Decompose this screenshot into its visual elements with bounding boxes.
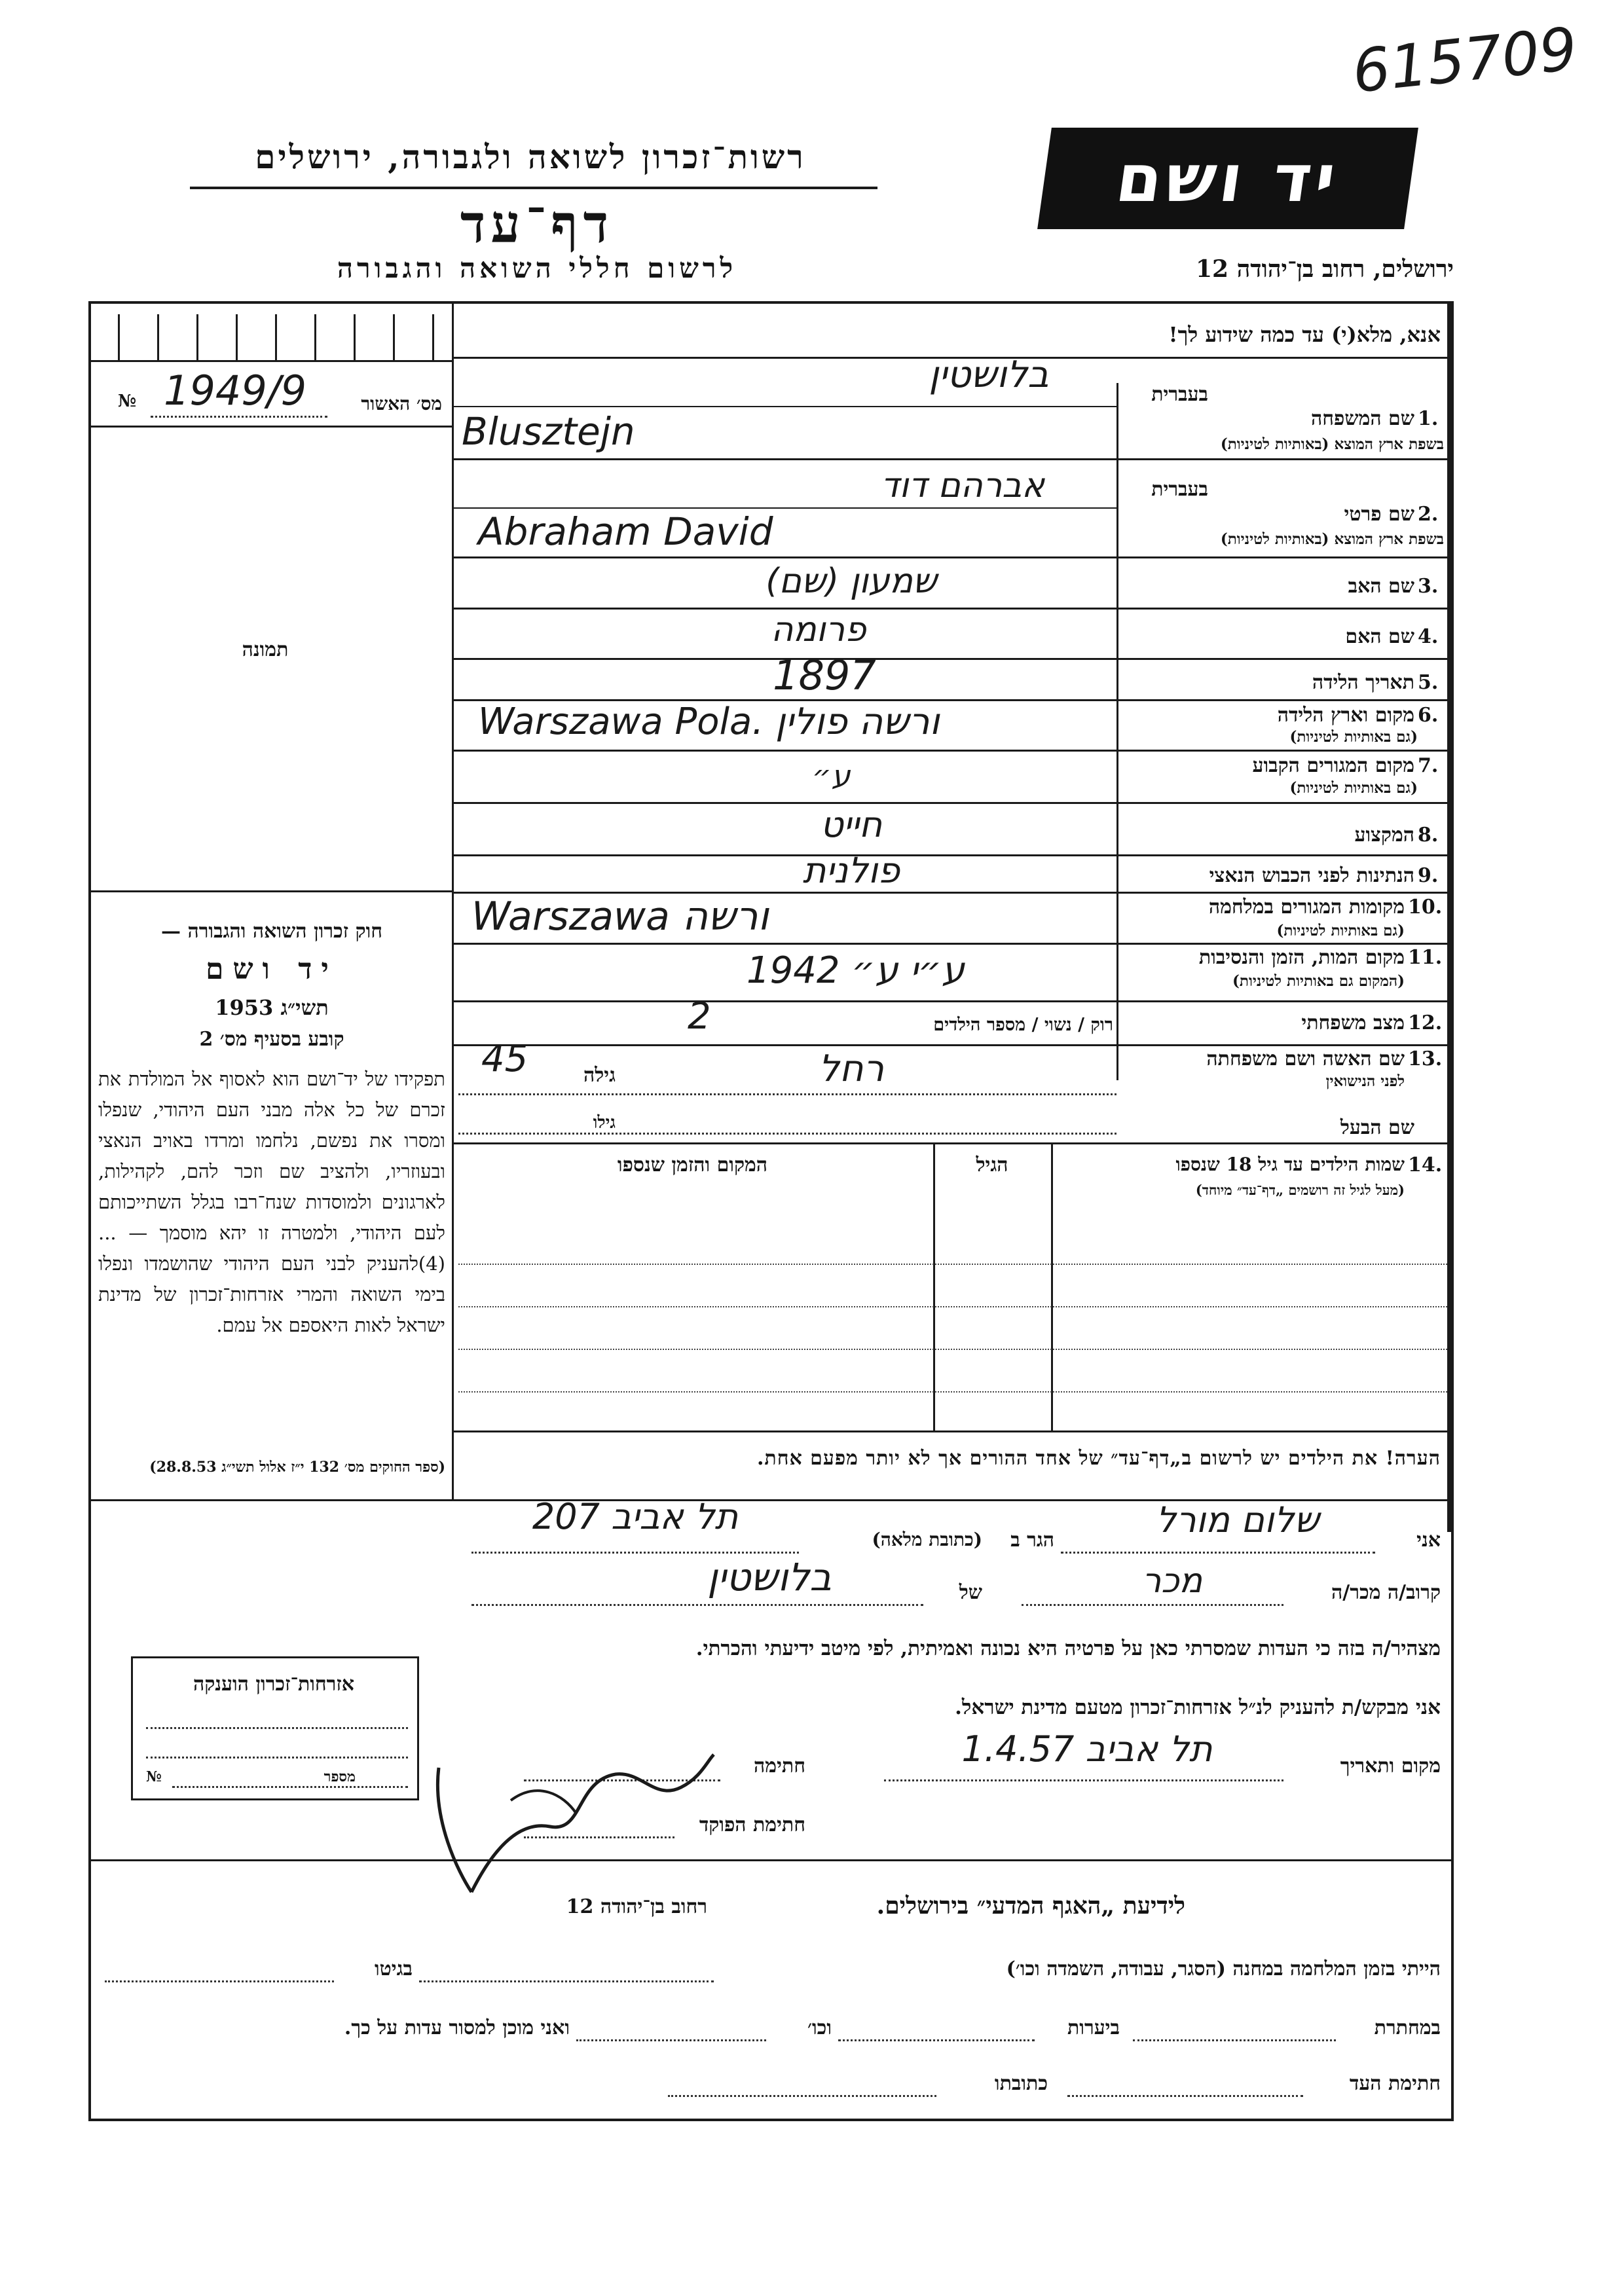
field-13-number: 13. xyxy=(1408,1048,1443,1070)
law-title: חוק זכרון השואה והגבורה — xyxy=(161,920,382,943)
field-1-label: שם המשפחה xyxy=(1310,407,1414,430)
official-signature-scribble xyxy=(419,1741,720,1912)
ready-to-testify: ואני מוכן למסור עדות על כך. xyxy=(344,2016,570,2039)
field-10-label: מקומות המגורים במלחמה xyxy=(1208,896,1405,919)
field-5-number: 5. xyxy=(1418,671,1439,694)
field-1-hebrew-tag: בעברית xyxy=(1151,383,1208,406)
field-9-value: פולנית xyxy=(802,850,900,891)
field-2-label: שם פרטי xyxy=(1344,503,1414,526)
field-10-sub: (גם באותיות לטיניות) xyxy=(1276,922,1405,939)
field-12-number: 12. xyxy=(1408,1011,1443,1034)
approval-number: 1949/9 xyxy=(164,367,307,414)
etc-label: וכו׳ xyxy=(807,2016,832,2039)
law-text: תפקידו של יד־ושם הוא לאסוף אל המולדת את זכרם של כל אלה מבני העם היהודי, שנפלו ומסרו את נפשם, נלחמו ומרדו באויב הנאצי ובעוזריו, ולהציב שם וזכר להם, לקהילות, לארגונים ולמוסדות שנח־רבו בגלל השתייכותם לעם היהודי, ולמטרה זו יהא מוסמך — ...(4)להעניק לבני העם היהודי שהושמדו ונפלו בימי השואה והמרי אזרחות־זכרון של מדינת ישראל לאות היאספם אל עמם. xyxy=(98,1068,445,1336)
underground-label: במחתרת xyxy=(1374,2016,1441,2039)
field-8-label: המקצוע xyxy=(1354,824,1414,847)
photo-label: תמונה xyxy=(242,638,289,661)
field-12-options: רוק / נשוי / מספר הילדים xyxy=(933,1015,1113,1035)
camp-line: הייתי בזמן המלחמה במחנה (הסגר, עבודה, השמדה וכו׳) xyxy=(1006,1958,1441,1980)
ghetto-label: בגיטו xyxy=(374,1958,413,1980)
field-8-value: חייט xyxy=(820,804,883,845)
children-label: שמות הילדים עד גיל 18 שנספו xyxy=(1175,1154,1405,1175)
relative-label: קרוב/ה מכר/ה xyxy=(1331,1581,1441,1604)
field-10-number: 10. xyxy=(1408,896,1443,919)
field-7-number: 7. xyxy=(1418,754,1439,777)
citizenship-title: אזרחות־זכרון הוענקה xyxy=(193,1673,355,1696)
field-5-label: תאריך הלידה xyxy=(1312,671,1414,694)
field-6-sub: (גם באותיות לטיניות) xyxy=(1289,728,1418,746)
form-title: דף־עד xyxy=(460,193,614,255)
field-11-sub: (המקום גם באותיות לטיניות) xyxy=(1232,972,1405,990)
place-date-label: מקום ותאריך xyxy=(1340,1755,1441,1777)
witness-signature-label: חתימת העד xyxy=(1349,2072,1441,2095)
field-11-label: מקום המות, הזמן והנסיבות xyxy=(1198,946,1405,969)
husband-age-label: גילו xyxy=(593,1113,616,1133)
children-sub: (מעל לגיל זה רושמים „דף־עד״ מיוחד) xyxy=(1195,1182,1405,1198)
field-7-label: מקום המגורים הקבוע xyxy=(1252,754,1414,777)
field-11-value: 1942 ע״י ע״ xyxy=(747,949,965,992)
children-note: הערה! את הילדים יש לרשום ב„דף־עד״ של אחד ההורים אך לא יותר מפעם אחת. xyxy=(756,1447,1441,1470)
field-12-label: מצב משפחתי xyxy=(1301,1011,1405,1034)
declaration-statement: מצהיר/ה בזה כי העדות שמסרתי כאן על פרטיה היא נכונה ואמיתית, לפי מיטב ידיעתי והכרתי. xyxy=(695,1637,1441,1660)
signature-label: חתימה xyxy=(754,1755,805,1777)
declarant-name: שלום מורל xyxy=(1156,1499,1320,1540)
forests-label: ביערות xyxy=(1067,2016,1120,2039)
law-year: תשי״ג 1953 xyxy=(215,995,329,1020)
field-7-value: ע״ xyxy=(812,758,851,793)
scientific-dept-title: לידיעת „האגף המדעי״ בירושלים. xyxy=(876,1892,1185,1920)
children-row xyxy=(458,1391,1447,1393)
field-1-latin-value: Blusztejn xyxy=(462,409,635,454)
children-col-age: הגיל xyxy=(976,1154,1008,1176)
husband-label: שם הבעל xyxy=(1340,1116,1414,1139)
field-2-sub: בשפת ארץ המוצא (באותיות לטיניות) xyxy=(1220,530,1444,548)
reference-number: 615709 xyxy=(1349,14,1581,107)
field-2-number: 2. xyxy=(1418,503,1439,526)
citizenship-box xyxy=(131,1656,419,1800)
header-address: ירושלים, רחוב בן־יהודה 12 xyxy=(1195,255,1454,283)
form-subtitle: לרשום חללי השואה והגבורה xyxy=(337,252,737,284)
field-6-label: מקום וארץ הלידה xyxy=(1277,704,1414,727)
field-4-number: 4. xyxy=(1418,625,1439,648)
citizenship-number-prefix: № xyxy=(146,1768,162,1785)
field-3-value: שמעון (שם) xyxy=(766,562,937,601)
declaration-request: אני מבקש/ת להעניק לנ״ל אזרחות־זכרון מטעם מדינת ישראל. xyxy=(955,1696,1441,1719)
field-6-number: 6. xyxy=(1418,704,1439,727)
field-1-sub: בשפת ארץ המוצא (באותיות לטיניות) xyxy=(1220,435,1444,453)
field-7-sub: (גם באותיות לטיניות) xyxy=(1289,779,1418,797)
witness-address-label: כתובתו xyxy=(994,2072,1048,2095)
declarant-address: תל אביב 207 xyxy=(532,1496,739,1537)
children-row xyxy=(458,1264,1447,1265)
citizenship-number-label: מספר xyxy=(323,1768,356,1785)
declaration-address-hint: (כתובת מלאה) xyxy=(872,1529,982,1550)
declaration-i-label: אני xyxy=(1416,1529,1441,1552)
children-number: 14. xyxy=(1408,1154,1443,1176)
children-col-place: המקום והזמן שנספו xyxy=(617,1154,768,1176)
field-11-number: 11. xyxy=(1408,946,1443,969)
field-4-label: שם האם xyxy=(1345,625,1414,648)
yad-vashem-logo: יד ושם xyxy=(1037,128,1418,229)
of-label: של xyxy=(959,1581,982,1604)
place-date-value: תל אביב 1.4.57 xyxy=(961,1728,1213,1770)
law-section: קובע בסעיף מס׳ 2 xyxy=(199,1028,344,1051)
field-13-label: שם האשה ושם משפחתה xyxy=(1206,1048,1405,1070)
field-1-hebrew-value: בלושטין xyxy=(929,354,1049,396)
spouse-age-value: 45 xyxy=(481,1038,528,1080)
scientific-dept-address: רחוב בן־יהודה 12 xyxy=(566,1895,707,1918)
field-2-latin-value: Abraham David xyxy=(478,509,773,554)
children-row xyxy=(458,1349,1447,1350)
approval-label: מס׳ האשור xyxy=(361,393,442,414)
field-13-sub: לפני הנישואין xyxy=(1325,1072,1405,1090)
law-reference: (ספר החוקים מס׳ 132 י״ז אלול תשי״ג 28.8.53) xyxy=(149,1459,445,1476)
field-9-number: 9. xyxy=(1418,864,1439,887)
field-8-number: 8. xyxy=(1418,824,1439,847)
relative-value: מכר xyxy=(1141,1561,1203,1601)
authority-name: רשות־זכרון לשואה ולגבורה, ירושלים xyxy=(255,137,806,176)
of-value: בלושטין xyxy=(707,1555,832,1599)
field-3-number: 3. xyxy=(1418,575,1439,598)
law-name: יד ושם xyxy=(206,953,338,986)
approval-prefix: № xyxy=(118,392,137,411)
field-9-label: הנתינות לפני הכבוש הנאצי xyxy=(1209,864,1414,887)
field-13-value: רחל xyxy=(818,1048,885,1090)
field-4-value: פרומה xyxy=(771,610,866,649)
field-1-number: 1. xyxy=(1418,407,1439,430)
field-5-value: 1897 xyxy=(773,651,876,699)
children-row xyxy=(458,1306,1447,1307)
official-signature-label: חתימת הפוקד xyxy=(699,1813,805,1836)
field-6-value: Warszawa Pola. ורשה פולין xyxy=(478,701,940,743)
intro-text: אנא, מלא(י) עד כמה שידוע לך! xyxy=(1168,322,1441,347)
field-12-value: 2 xyxy=(688,995,711,1038)
approval-ticks xyxy=(105,314,439,360)
field-3-label: שם האב xyxy=(1348,575,1414,598)
field-10-value: Warszawa ורשה xyxy=(471,894,769,939)
field-2-hebrew-value: אברהם דוד xyxy=(880,466,1045,505)
field-2-hebrew-tag: בעברית xyxy=(1151,478,1208,501)
declaration-resides: הגר ב xyxy=(1010,1529,1054,1552)
spouse-age-label: גילה xyxy=(583,1064,616,1087)
